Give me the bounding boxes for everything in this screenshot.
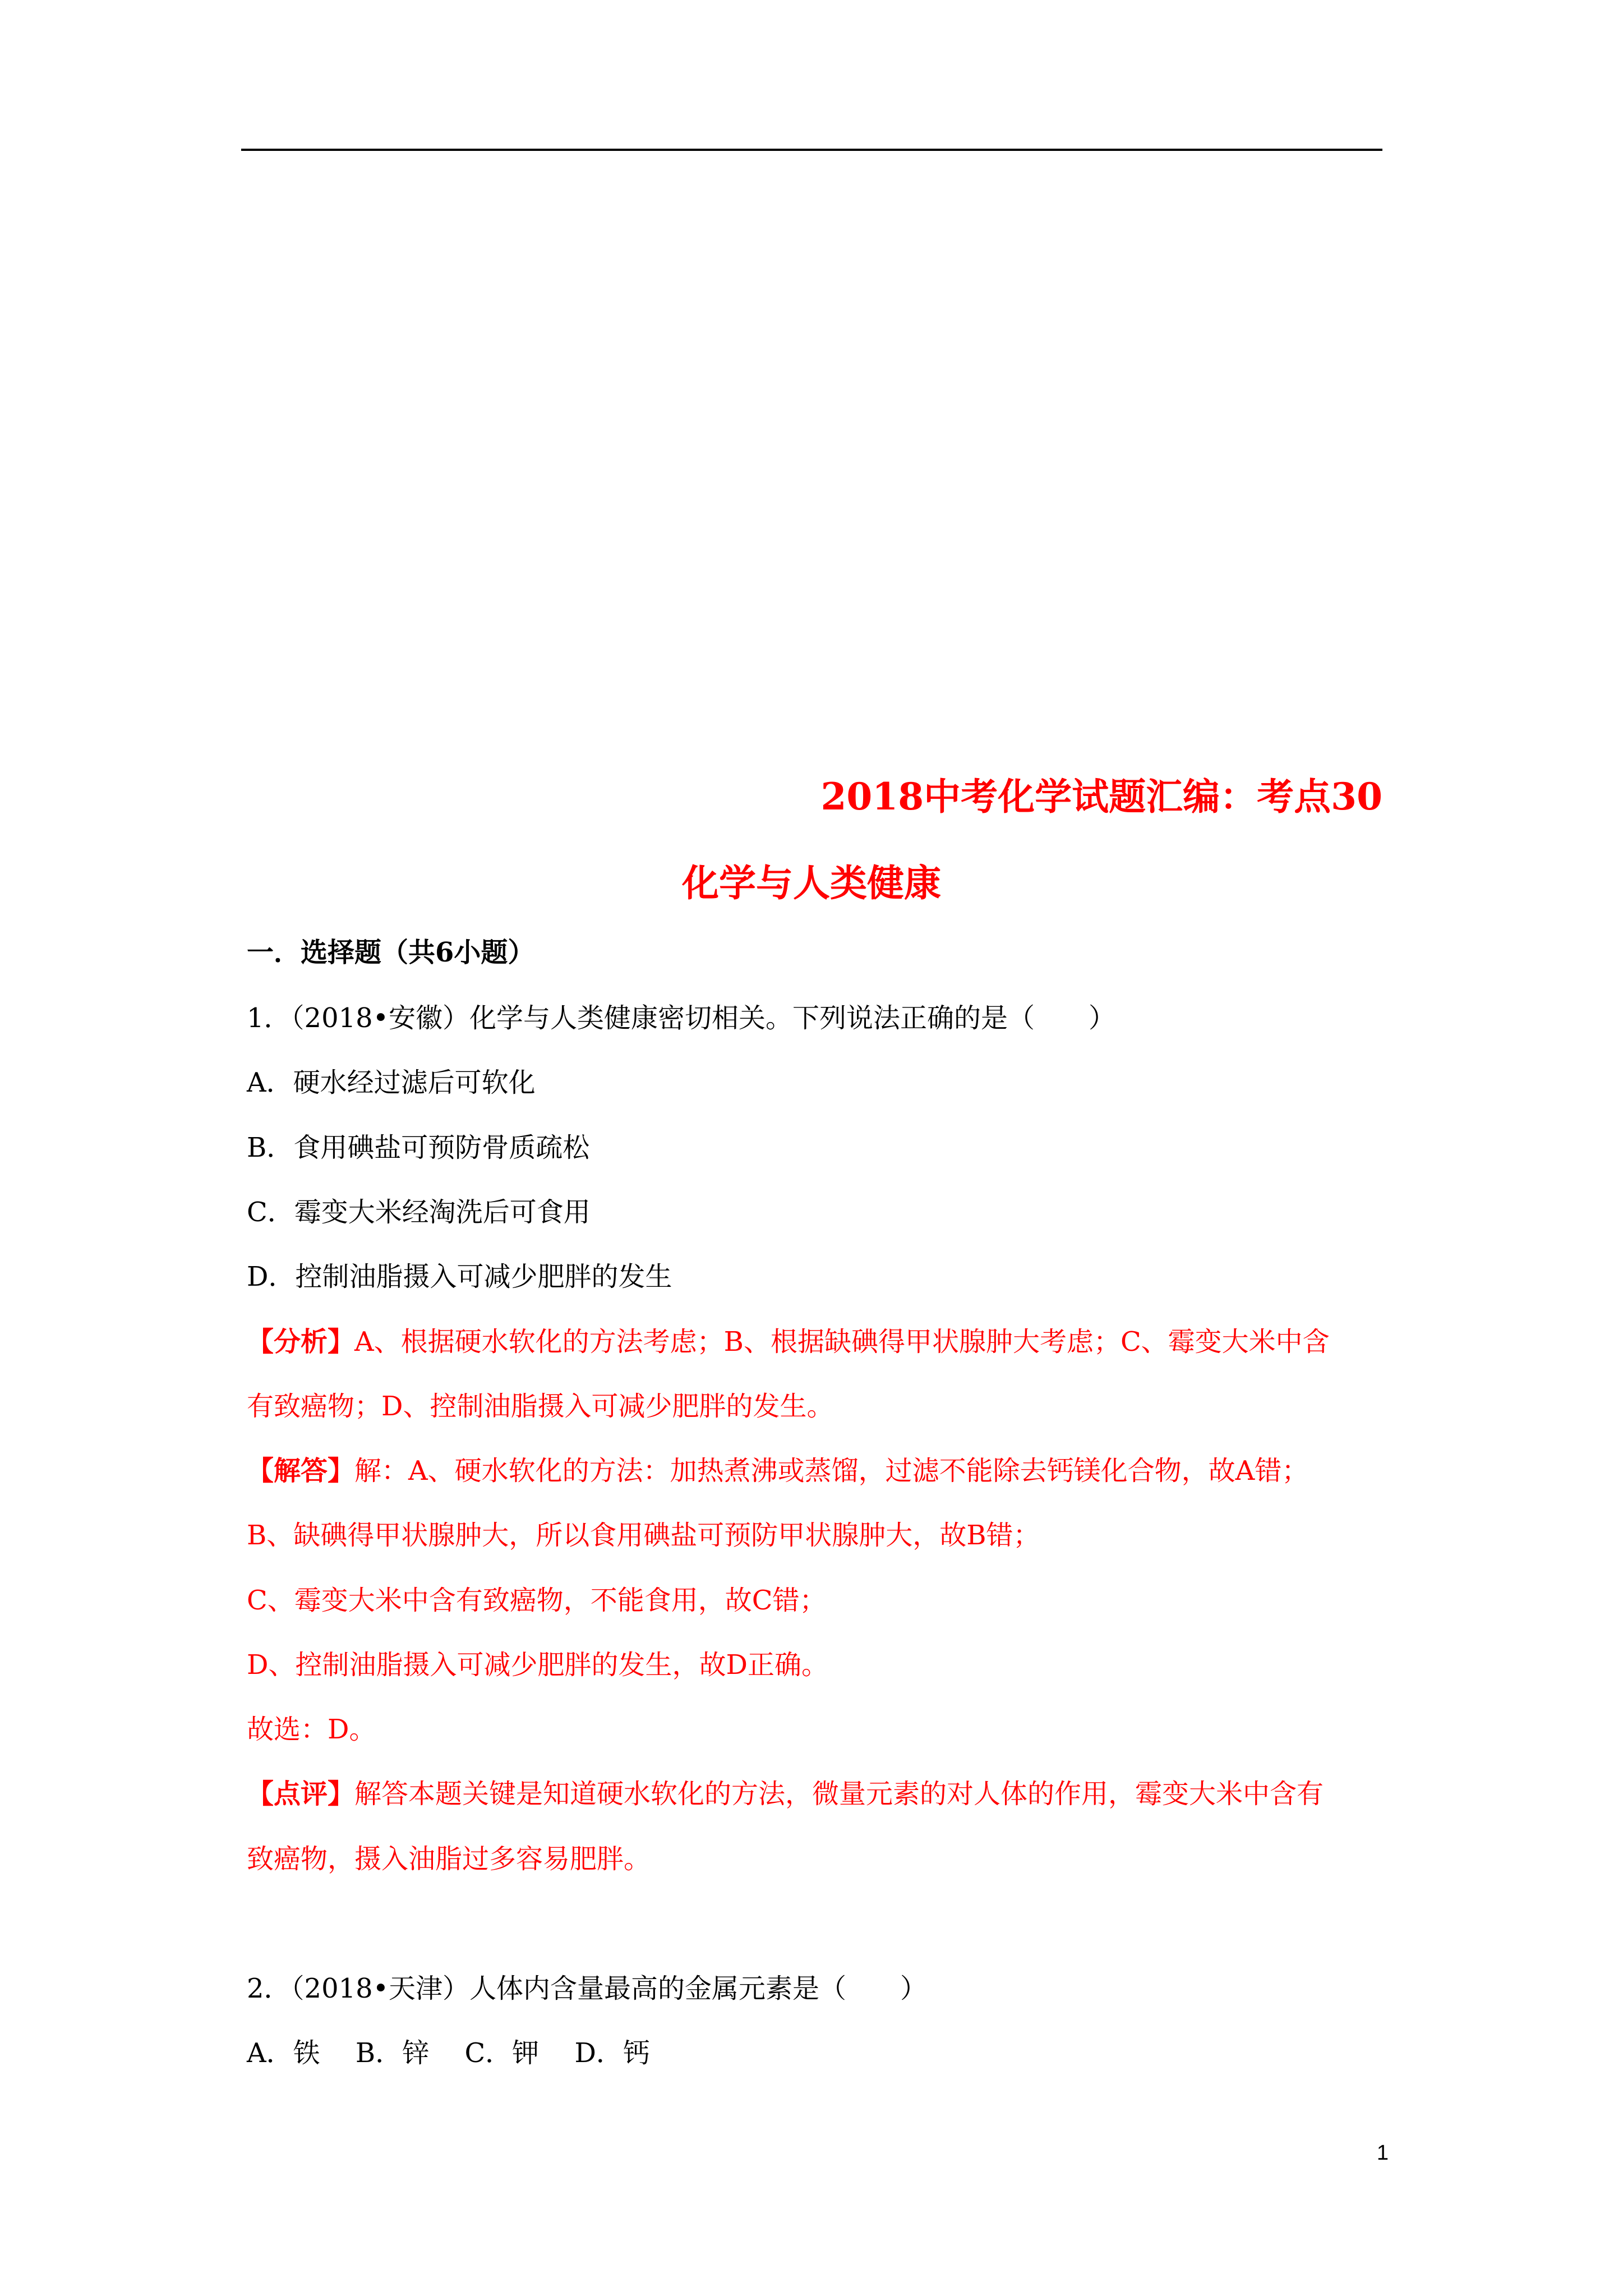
page-number: 1: [1376, 2141, 1389, 2165]
document-title-line-2: 化学与人类健康: [682, 861, 941, 905]
question-1-analysis-line-1: [247, 1325, 1330, 1359]
question-1-stem: 1．（2018•安徽）化学与人类健康密切相关。下列说法正确的是（ ）: [247, 1002, 1116, 1034]
question-1-answer-line-1: [247, 1454, 1308, 1488]
answer-text-1: 解：A、硬水软化的方法：加热煮沸或蒸馏，过滤不能除去钙镁化合物，故A错；: [354, 1455, 1309, 1487]
question-1-analysis-line-2: 有致癌物；D、控制油脂摄入可减少肥胖的发生。: [247, 1391, 834, 1422]
question-1-option-a: A．硬水经过滤后可软化: [247, 1067, 536, 1098]
comment-text-1: 解答本题关键是知道硬水软化的方法，微量元素的对人体的作用，霉变大米中含有: [354, 1778, 1324, 1810]
question-1-answer-line-2: B、缺碘得甲状腺肿大，所以食用碘盐可预防甲状腺肿大，故B错；: [247, 1520, 1040, 1551]
question-1-option-c: C．霉变大米经淘洗后可食用: [247, 1197, 591, 1228]
question-1-comment-line-2: 致癌物，摄入油脂过多容易肥胖。: [247, 1843, 651, 1875]
section-heading: 一．选择题（共6小题）: [247, 937, 535, 968]
question-2-stem: 2．（2018•天津）人体内含量最高的金属元素是（ ）: [247, 1973, 928, 2004]
analysis-tag: 【分析】: [247, 1326, 355, 1358]
document-title-line-1: 2018中考化学试题汇编：考点30: [820, 775, 1382, 818]
answer-tag: 【解答】: [247, 1455, 355, 1487]
comment-tag: 【点评】: [247, 1778, 355, 1810]
question-2-options: A．铁 B．锌 C．钾 D．钙: [247, 2037, 650, 2069]
question-1-option-b: B．食用碘盐可预防骨质疏松: [247, 1132, 590, 1163]
question-1-choice: 故选：D。: [247, 1714, 376, 1745]
question-1-option-d: D．控制油脂摄入可减少肥胖的发生: [247, 1261, 672, 1292]
question-1-answer-line-4: D、控制油脂摄入可减少肥胖的发生，故D正确。: [247, 1649, 828, 1681]
header-rule: [241, 149, 1382, 151]
analysis-text-1: A、根据硬水软化的方法考虑；B、根据缺碘得甲状腺肿大考虑；C、霉变大米中含: [354, 1326, 1330, 1358]
question-1-answer-line-3: C、霉变大米中含有致癌物，不能食用，故C错；: [247, 1585, 827, 1616]
question-1-comment-line-1: [247, 1777, 1324, 1811]
